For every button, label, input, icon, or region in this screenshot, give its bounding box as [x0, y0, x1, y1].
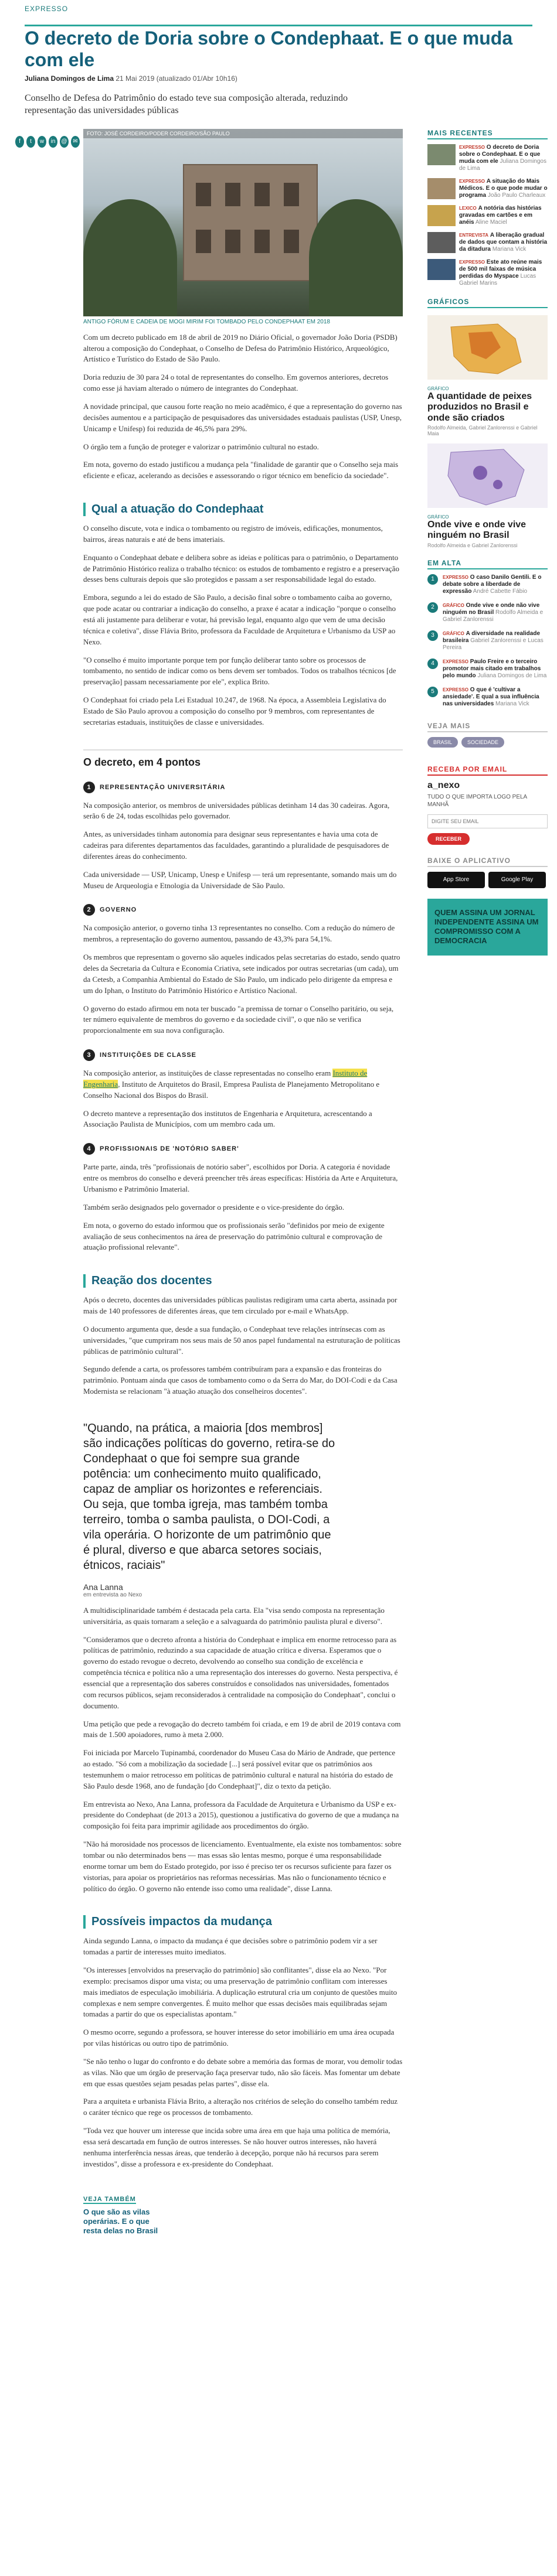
- tree-right: [309, 199, 403, 316]
- paragraph: "Consideramos que o decreto afronta a história do Condephaat e implica em enorme retrocesso para as políticas de patrimônio, reduzindo a sua capacidade de atuação crítica e diversa. Esperamos que o governo do estado revogue o decreto, devolvendo ao conselho sua condição de excelência e competência técnica e política não a uma representação dos interesses do governo. Nesta perspectiva, é essencial que a representação dos saberes construídos e consolidados nas universidades, fomentados com recursos públicos, sejam reconsiderados à centralidade na composição do Condephaat", conclui o documento.: [83, 1635, 398, 1710]
- point-heading: [83, 1143, 403, 1155]
- rank-number: 4: [427, 658, 438, 669]
- subscribe-button[interactable]: RECEBER: [427, 833, 470, 845]
- publish-date: 21 Mai 2019: [116, 74, 155, 83]
- subscription-promo[interactable]: QUEM ASSINA UM JORNAL INDEPENDENTE ASSINA UM COMPROMISSO COM A DEMOCRACIA: [427, 899, 548, 956]
- item-author: João Paulo Charleaux: [487, 192, 546, 199]
- box-title: O decreto, em 4 pontos: [83, 756, 201, 768]
- paragraph: [83, 1068, 403, 1101]
- map-thumbnail: [427, 315, 548, 380]
- pull-quote: "Quando, na prática, a maioria [dos membros] são indicações políticas do governo, retira-se do Condephaat o que foi sempre sua grande potência: um conhecimento muito qualificado, capaz de ampliar os horizontes e referenciais. Ou seja, que tomba igreja, mas também tomba terreiro, tomba o samba paulista, o DOI-Codi, a vila operária. O horizonte de um patrimônio que é plural, diverso e que abarca setores sociais, étnicos, raciais": [83, 1421, 335, 1572]
- paragraph: A novidade principal, que causou forte reação no meio acadêmico, é que a representação do governo nas decisões aumentou e a participação de pesquisadores das universidades estaduais paulistas (USP, Unesp, Unicamp e Unifesp) foi reduzida de 46,5% para 29%.: [83, 402, 402, 433]
- trending-item[interactable]: [427, 687, 548, 708]
- graph-title[interactable]: A quantidade de peixes produzidos no Brasil e onde são criados: [427, 391, 532, 423]
- recent-item[interactable]: [427, 144, 548, 172]
- point-label: INSTITUIÇÕES DE CLASSE: [100, 1052, 197, 1059]
- paragraph: Em nota, governo do estado justificou a mudança pela "finalidade de garantir que o Conselho seja mais eficiente e eficaz, acelerando as decisões e assessorando o rigor técnico em benefício da sociedade".: [83, 460, 399, 480]
- paragraph: A multidisciplinaridade também é destacada pela carta. Ela "visa sendo composta na representação universitária, as quais tornaram a seleção e a salvaguarda do patrimônio paulista plural e diverso".: [83, 1605, 385, 1626]
- kicker[interactable]: EXPRESSO: [25, 5, 69, 13]
- paragraph: "Se não tenho o lugar do confronto e do debate sobre a memória das formas de morar, vou demolir todas as vilas. Não que um órgão de preservação faça preservar tudo, não são fáceis. Mas fomentar um debate em que essas questões sejam pesadas pelas partes", disse ela.: [83, 2056, 403, 2088]
- graph-tag: GRÁFICO: [427, 385, 449, 391]
- section-title: Reação dos docentes: [83, 1274, 403, 1288]
- item-author: Juliana Domingos de Lima: [459, 158, 546, 172]
- paragraph: Doria reduziu de 30 para 24 o total de representantes do conselho. Em governos anteriores, decretos como esse já haviam alterado o número de integrantes do Condephaat.: [83, 373, 389, 393]
- window: [254, 230, 270, 253]
- quote-author: Ana Lanna: [83, 1582, 123, 1592]
- paragraph: O documento argumenta que, desde a sua fundação, o Condephaat teve relações intrínsecas com as universidades, "que cumpriram nos seus mais de 50 anos papel fundamental na estruturação de políticas públicas de patrimônio cultural".: [83, 1324, 400, 1356]
- item-author: Mariana Vick: [492, 245, 527, 253]
- item-title[interactable]: Este ato reúne mais de 500 mil faixas de música perdidas do Myspace: [459, 258, 542, 279]
- app-badges: [427, 872, 548, 888]
- recent-heading: MAIS RECENTES: [427, 129, 548, 139]
- item-author: Rodolfo Almeida e Gabriel Zanlorenssi: [443, 609, 544, 623]
- content-layout: [0, 129, 557, 2236]
- paragraph: "Os interesses [envolvidos na preservação do patrimônio] são conflitantes", disse ela ao Nexo. "Por exemplo: precisamos dispor uma vista; ou uma preservação de patrimônio conflitam com interesses mais imediatos de especulação imobiliária. A duplicação estrutural cria um conjunto de questões muito complexas e nem sempre convergentes. É muito melhor que essas decisões mais equilibradas sejam tomadas a partir do que os especialistas apontam.": [83, 1966, 398, 2019]
- whatsapp-icon[interactable]: w: [38, 136, 46, 148]
- see-more-heading: VEJA MAIS: [427, 722, 548, 732]
- point-label: GOVERNO: [100, 906, 137, 914]
- item-tag: EXPRESSO: [443, 574, 469, 580]
- trending-item[interactable]: [427, 602, 548, 623]
- paragraph: O governo do estado afirmou em nota ter buscado "a premissa de tornar o Conselho paritário, ou seja, ter número equivalente de membros do governo e da sociedade civil", o que não se verifica proporcionalmente em sua nova configuração.: [83, 1004, 394, 1035]
- paragraph: Após o decreto, docentes das universidades públicas paulistas redigiram uma carta aberta, assinada por mais de 140 professores de diferentes áreas, que tem circulado por e-mail e WhatsApp.: [83, 1295, 398, 1316]
- article-header: [0, 0, 557, 117]
- paragraph: Também serão designados pelo governador o presidente e o vice-presidente do órgão.: [83, 1202, 345, 1212]
- paragraph: O órgão tem a função de proteger e valorizar o patrimônio cultural no estado.: [83, 442, 319, 451]
- trending-item[interactable]: [427, 574, 548, 595]
- paragraph: O decreto manteve a representação dos institutos de Engenharia e Arquitetura, acrescentando a Associação Paulista de Municípios, com um membro cada um.: [83, 1108, 372, 1129]
- item-author: Mariana Vick: [495, 700, 529, 707]
- point-label: PROFISSIONAIS DE 'NOTÓRIO SABER': [100, 1145, 239, 1153]
- paragraph: Uma petição que pede a revogação do decreto também foi criada, e em 19 de abril de 2019 contava com mais de 1.500 apoiadores, rumo à meta 2.000.: [83, 1719, 401, 1739]
- paragraph: "Toda vez que houver um interesse que incida sobre uma área em que haja uma política de memória, essa será descartada em função de outros interesses. Se não houver outros interesses, não haverá nenhuma interferência nessas áreas, que tenderão à decepção, porque não há recursos para serem investidos", disse a professora e ex-presidente do Condephaat.: [83, 2126, 390, 2168]
- point-number: 4: [83, 1143, 95, 1155]
- point-label: REPRESENTAÇÃO UNIVERSITÁRIA: [100, 783, 226, 791]
- window: [254, 183, 270, 206]
- share-bar: [15, 129, 80, 146]
- item-tag: EXPRESSO: [443, 658, 469, 664]
- recent-item[interactable]: [427, 259, 548, 287]
- email-icon[interactable]: @: [60, 136, 69, 148]
- update-date: (atualizado 01/Abr 10h16): [156, 74, 237, 83]
- paragraph: Em entrevista ao Nexo, Ana Lanna, professora da Faculdade de Arquitetura e Urbanismo da USP e ex-presidente do Condephaat (de 2013 a 2015), questionou a justificativa do governo de que a mudança na composição foi feita para imprimir agilidade aos procedimentos do órgão.: [83, 1799, 399, 1831]
- item-tag: EXPRESSO: [459, 178, 485, 184]
- paragraph: Parte parte, ainda, três "profissionais de notório saber", escolhidos por Doria. A categoria é novidade entre os membros do conselho e deverá preencher três áreas específicas: História da Arte e Arquitetura, Urbanismo e Patrimônio Imaterial.: [83, 1162, 398, 1193]
- item-tag: GRÁFICO: [443, 630, 464, 636]
- newsletter-heading: RECEBA POR EMAIL: [427, 765, 548, 776]
- rank-number: 2: [427, 602, 438, 613]
- item-tag: ENTREVISTA: [459, 232, 489, 238]
- item-tag: EXPRESSO: [459, 144, 485, 150]
- thumbnail: [427, 144, 456, 165]
- thumbnail: [427, 178, 456, 199]
- paragraph: Cada universidade — USP, Unicamp, Unesp e Unifesp — terá um representante, somando mais um do Museu de Arqueologia e Etnologia da Universidade de São Paulo.: [83, 869, 397, 890]
- paragraph: "O conselho é muito importante porque tem por função deliberar tanto sobre os processos de tombamento, no sentido de indicar como os bens devem ser tombados. Todos os trabalhos técnicos [de preservação] passam necessariamente por ele", explica Brito.: [83, 655, 396, 687]
- paragraph: Para a arquiteta e urbanista Flávia Brito, a alteração nos critérios de seleção do conselho também reduz o caráter técnico que rege os processos de tombamento.: [83, 2097, 398, 2117]
- mail-icon[interactable]: ✉: [71, 136, 80, 148]
- graphs-heading: GRÁFICOS: [427, 298, 548, 308]
- window: [284, 183, 299, 206]
- app-heading: BAIXE O APLICATIVO: [427, 857, 548, 867]
- item-title[interactable]: O que é 'cultivar a ansiedade'. E qual a sua influência nas universidades: [443, 686, 539, 707]
- trending-heading: EM ALTA: [427, 559, 548, 569]
- newsletter-description: TUDO O QUE IMPORTA LOGO PELA MANHÃ: [427, 793, 527, 808]
- section-title: Qual a atuação do Condephaat: [83, 503, 403, 516]
- graph-author: Rodolfo Almeida e Gabriel Zanlorenssi: [427, 542, 518, 548]
- paragraph: "Não há morosidade nos processos de licenciamento. Eventualmente, ela existe nos tombamentos: sobre tombar ou não determinados bens — mas essas são lentas mesmo, porque é uma responsabilidade enorme tornar um bem do Estado protegido, por isso é preciso ter os recursos suficiente para fazer os vistorias, para apoiar os proprietários nas reformas necessárias. Mas não o funcionamento técnico e político do órgão. O governo não entende isso como uma realidade", disse Lanna.: [83, 1840, 402, 1893]
- recent-item[interactable]: [427, 205, 548, 226]
- newsletter-box: [427, 765, 548, 845]
- window: [284, 230, 299, 253]
- tree-left: [83, 199, 177, 316]
- thumbnail: [427, 205, 456, 226]
- item-title[interactable]: Onde vive e onde não vive ninguém no Brasil: [443, 602, 540, 616]
- item-title[interactable]: Paulo Freire e o terceiro promotor mais citado em trabalhos pelo mundo: [443, 658, 541, 679]
- see-also-link[interactable]: O que são as vilas operárias. E o que resta delas no Brasil: [83, 2207, 158, 2236]
- point-number: 2: [83, 904, 95, 916]
- decree-points-box: [83, 749, 403, 1254]
- tag-list: [427, 737, 548, 748]
- window: [196, 183, 211, 206]
- graph-tag: GRÁFICO: [427, 514, 449, 520]
- paragraph: Na composição anterior, o governo tinha 13 representantes no conselho. Com a redução do número de membros, a representação do governo aumentou, passando de 43,3% para 54,1%.: [83, 923, 395, 944]
- quote-role: em entrevista ao Nexo: [83, 1591, 142, 1598]
- tag-brasil[interactable]: BRASIL: [427, 737, 458, 748]
- point-heading: [83, 904, 403, 916]
- author-name[interactable]: Juliana Domingos de Lima: [25, 74, 114, 83]
- linkedin-icon[interactable]: in: [49, 136, 57, 148]
- see-also: [83, 2193, 403, 2236]
- page-title: O decreto de Doria sobre o Condephaat. E o que muda com ele: [25, 25, 532, 71]
- newsletter-logo: a_nexo: [427, 780, 460, 790]
- sidebar: [427, 129, 548, 2236]
- item-tag: EXPRESSO: [443, 687, 469, 692]
- photo-caption: ANTIGO FÓRUM E CADEIA DE MOGI MIRIM FOI TOMBADO PELO CONDEPHAAT EM 2018: [83, 318, 330, 325]
- point-heading: [83, 782, 403, 793]
- item-title[interactable]: O caso Danilo Gentili. E o debate sobre a liberdade de expressão: [443, 574, 542, 595]
- thumbnail: [427, 232, 456, 253]
- paragraph: Foi iniciada por Marcelo Tupinambá, coordenador do Museu Casa do Mário de Andrade, que pertence ao estado. "Só com a mobilização da sociedade [...] será possível evitar que os patrimônios aos testemunhem o maior retrocesso em políticas de patrimônio cultural e natural na história do estado de São Paulo desde 1968, ano de fundação [do Condephaat]", diz o texto da petição.: [83, 1748, 396, 1790]
- paragraph: O Condephaat foi criado pela Lei Estadual 10.247, de 1968. Na época, a Assembleia Legislativa do Estado de São Paulo aprovou a composição do conselho por 9 membros, com representantes de secretarias estaduais, instituições de classe e universidades.: [83, 695, 386, 726]
- item-author: Aline Maciel: [475, 219, 507, 226]
- graph-title[interactable]: Onde vive e onde vive ninguém no Brasil: [427, 519, 527, 541]
- article-body: [83, 332, 403, 2236]
- point-number: 3: [83, 1049, 95, 1061]
- email-input[interactable]: [427, 814, 548, 828]
- point-heading: [83, 1049, 403, 1061]
- window: [225, 230, 240, 253]
- google-play-button[interactable]: Google Play: [488, 872, 546, 888]
- item-title[interactable]: A situação do Mais Médicos. E o que pode mudar o programa: [459, 178, 548, 199]
- app-store-button[interactable]: App Store: [427, 872, 485, 888]
- rank-number: 5: [427, 687, 438, 697]
- text: Na composição anterior, as instituições de classe representadas no conselho eram: [83, 1069, 333, 1078]
- tag-sociedade[interactable]: SOCIEDADE: [461, 737, 504, 748]
- graph-card[interactable]: [427, 315, 548, 436]
- graph-author: Rodolfo Almeida, Gabriel Zanlorenssi e Gabriel Maia: [427, 424, 538, 436]
- byline: [25, 74, 532, 83]
- paragraph: Na composição anterior, os membros de universidades públicas detinham 14 das 30 cadeiras. Agora, serão 6 de 24, todas escolhidas pelo governador.: [83, 800, 390, 821]
- paragraph: Em nota, o governo do estado informou que os profissionais serão "definidos por meio de exigente avaliação de seus conhecimentos na área de preservação do patrimônio cultural e comprovação de atuação profissional relevante".: [83, 1220, 385, 1252]
- rank-number: 1: [427, 574, 438, 585]
- paragraph: Com um decreto publicado em 18 de abril de 2019 no Diário Oficial, o governador João Doria (PSDB) alterou a composição do Condephaat, o Conselho de Defesa do Patrimônio Histórico, Arqueológico, Artístico e Turístico do Estado de São Paulo.: [83, 332, 398, 364]
- paragraph: Enquanto o Condephaat debate e delibera sobre as ideias e políticas para o patrimônio, o Departamento de Patrimônio Histórico realiza o trabalho técnico: os estudos de tombamento e registro e a preservação desses bens culturais depois que são protegidos e passam a ser responsabilidade legal do estado.: [83, 552, 399, 584]
- item-title[interactable]: A diversidade na realidade brasileira: [443, 630, 541, 644]
- point-number: 1: [83, 782, 95, 793]
- paragraph: Antes, as universidades tinham autonomia para designar seus representantes e havia uma cota de cadeiras para diferentes departamentos das faculdades, garantindo a pluralidade de pesquisadores de diferentes áreas do conhecimento.: [83, 830, 389, 861]
- item-title[interactable]: O decreto de Doria sobre o Condephaat. E o que muda com ele: [459, 144, 541, 165]
- building-shape: [183, 164, 318, 281]
- rank-number: 3: [427, 630, 438, 641]
- item-tag: LEXICO: [459, 205, 477, 211]
- twitter-icon[interactable]: t: [26, 136, 35, 148]
- paragraph: O mesmo ocorre, segundo a professora, se houver interesse do setor imobiliário em uma área ocupada por vilas históricas ou outro tipo de patrimônio.: [83, 2028, 395, 2048]
- highlighted-link[interactable]: Instituto de Engenharia: [83, 1069, 368, 1089]
- facebook-icon[interactable]: f: [15, 136, 24, 148]
- section-title: Possíveis impactos da mudança: [83, 1915, 403, 1929]
- article-photo: [83, 129, 403, 316]
- trending-item[interactable]: [427, 658, 548, 680]
- item-author: André Cabette Fábio: [473, 588, 527, 595]
- map-thumbnail: [427, 443, 548, 508]
- trending-item[interactable]: [427, 630, 548, 651]
- item-author: Lucas Gabriel Marins: [459, 272, 536, 286]
- article-lead: Conselho de Defesa do Patrimônio do estado teve sua composição alterada, reduzindo representação das universidades públicas: [25, 93, 348, 116]
- item-author: Gabriel Zanlorenssi e Lucas Pereira: [443, 637, 544, 651]
- recent-item[interactable]: [427, 232, 548, 253]
- item-title[interactable]: A notória das histórias gravadas em cartões e em anéis: [459, 204, 542, 226]
- item-author: Juliana Domingos de Lima: [477, 672, 547, 679]
- thumbnail: [427, 259, 456, 280]
- text: , Instituto de Arquitetos do Brasil, Empresa Paulista de Planejamento Metropolitano e Conselho Nacional dos Bispos do Brasil.: [83, 1079, 380, 1100]
- window: [225, 183, 240, 206]
- item-tag: EXPRESSO: [459, 259, 485, 265]
- paragraph: Embora, segundo a lei do estado de São Paulo, a decisão final sobre o tombamento caiba ao governo, que pode acatar ou contrariar a indicação do conselho, a praxe é acatar a indicação "porque o conselho está ali justamente para deliberar e votar, há previsão legal, enquanto algo que vem de uma decisão técnica e coletiva", disse Flávia Brito, professora da Faculdade de Arquitetura e Urbanismo da USP ao Nexo.: [83, 593, 396, 646]
- see-also-label: VEJA TAMBÉM: [83, 2195, 136, 2203]
- item-tag: GRÁFICO: [443, 602, 464, 608]
- paragraph: Os membros que representam o governo são aqueles indicados pelas secretarias do estado, sendo quatro deles da Secretaria da Cultura e Economia Criativa, sete indicados por outras secretarias (um cada), um da Cetesb, a Companhia Ambiental do Estado de São Paulo, um indicado pelo dirigente da empresa e um do Iphan, o Instituto do Patrimônio Histórico e Artístico Nacional.: [83, 953, 400, 995]
- article-main: [83, 129, 403, 2236]
- window: [196, 230, 211, 253]
- paragraph: Ainda segundo Lanna, o impacto da mudança é que decisões sobre o patrimônio podem vir a ser tomadas a partir de interesses muito imediatos.: [83, 1936, 378, 1957]
- paragraph: Segundo defende a carta, os professores também contribuíram para a expansão e das fronteiras do patrimônio. Pontuam ainda que casos de tombamento como o da Serra do Mar, do DOI-Codi e da Casa Modernista se relacionam "à atuação atuação dos conselheiros docentes".: [83, 1364, 398, 1396]
- item-title[interactable]: A liberação gradual de dados que contam a história da ditadura: [459, 231, 548, 253]
- photo-credit: FOTO: JOSÉ CORDEIRO/PODER CORDEIRO/SÃO PAULO: [83, 129, 403, 138]
- graph-card[interactable]: [427, 443, 548, 548]
- recent-item[interactable]: [427, 178, 548, 199]
- paragraph: O conselho discute, vota e indica o tombamento ou registro de imóveis, edificações, monumentos, bairros, áreas naturais e até de bens imateriais.: [83, 524, 383, 544]
